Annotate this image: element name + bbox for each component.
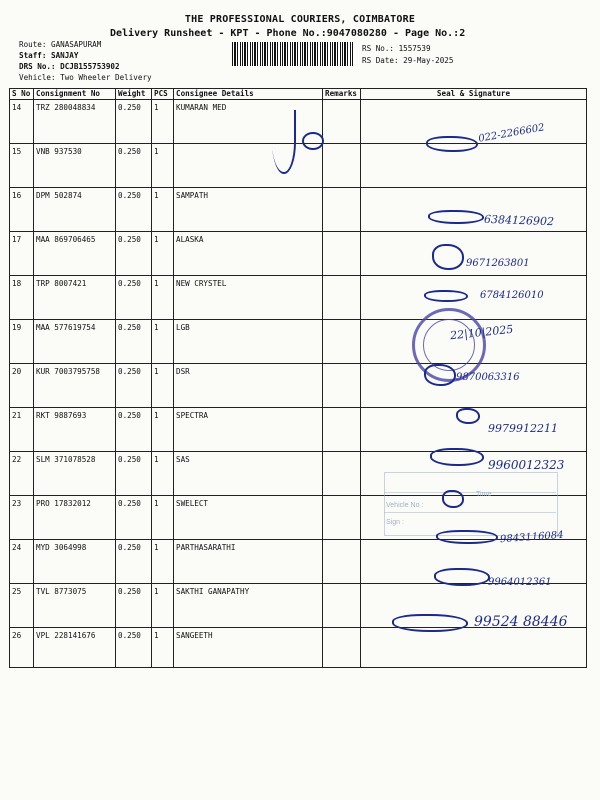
cell-consignee: SAMPATH bbox=[174, 188, 323, 232]
cell-sno: 21 bbox=[10, 408, 34, 452]
signature-17: 9671263801 bbox=[466, 258, 530, 269]
cell-pcs: 1 bbox=[152, 540, 174, 584]
cell-consignment: TRZ 280048834 bbox=[34, 100, 116, 144]
signature-19: 22|10|2025 bbox=[449, 322, 514, 343]
table-row bbox=[10, 144, 587, 188]
cell-weight: 0.250 bbox=[116, 408, 152, 452]
cell-remarks bbox=[323, 144, 361, 188]
cell-signature bbox=[361, 144, 587, 188]
cell-sno: 24 bbox=[10, 540, 34, 584]
handwritten-mark bbox=[302, 132, 324, 150]
stamp-sign-label: Sign : bbox=[386, 519, 404, 526]
cell-consignee: SAS bbox=[174, 452, 323, 496]
cell-pcs: 1 bbox=[152, 628, 174, 668]
cell-consignee bbox=[174, 144, 323, 188]
cell-sno: 15 bbox=[10, 144, 34, 188]
route-label: Route: GANASAPURAM bbox=[19, 40, 102, 49]
cell-sno: 17 bbox=[10, 232, 34, 276]
cell-weight: 0.250 bbox=[116, 452, 152, 496]
cell-weight: 0.250 bbox=[116, 364, 152, 408]
cell-consignee: SPECTRA bbox=[174, 408, 323, 452]
signature-scrawl bbox=[424, 290, 468, 302]
cell-pcs: 1 bbox=[152, 144, 174, 188]
cell-remarks bbox=[323, 452, 361, 496]
col-weight: Weight bbox=[116, 89, 152, 100]
cell-consignee: SANGEETH bbox=[174, 628, 323, 668]
staff-label: Staff: SANJAY bbox=[19, 51, 79, 60]
cell-weight: 0.250 bbox=[116, 584, 152, 628]
cell-consignment: MAA 869706465 bbox=[34, 232, 116, 276]
signature-scrawl bbox=[430, 448, 484, 466]
cell-signature bbox=[361, 100, 587, 144]
col-pcs: PCS bbox=[152, 89, 174, 100]
col-consignment: Consignment No bbox=[34, 89, 116, 100]
signature-22: 9960012323 bbox=[488, 458, 565, 472]
cell-consignee: SWELECT bbox=[174, 496, 323, 540]
stamp-form-line bbox=[384, 492, 556, 493]
signature-26: 99524 88446 bbox=[474, 614, 568, 630]
cell-consignee: DSR bbox=[174, 364, 323, 408]
cell-consignment: VPL 228141676 bbox=[34, 628, 116, 668]
col-signature: Seal & Signature bbox=[361, 89, 587, 100]
signature-scrawl bbox=[436, 530, 498, 544]
cell-pcs: 1 bbox=[152, 100, 174, 144]
cell-consignment: PRO 17832012 bbox=[34, 496, 116, 540]
stamp-time-label: Time bbox=[476, 491, 492, 498]
cell-consignment: RKT 9887693 bbox=[34, 408, 116, 452]
rs-number: RS No.: 1557539 bbox=[362, 44, 431, 53]
cell-remarks bbox=[323, 408, 361, 452]
cell-remarks bbox=[323, 276, 361, 320]
table-row bbox=[10, 364, 587, 408]
signature-21: 9979912211 bbox=[488, 422, 558, 435]
signature-25: 9964012361 bbox=[488, 577, 552, 588]
signature-scrawl bbox=[442, 490, 464, 508]
cell-consignee: SAKTHI GANAPATHY bbox=[174, 584, 323, 628]
cell-weight: 0.250 bbox=[116, 100, 152, 144]
signature-scrawl bbox=[426, 136, 478, 152]
cell-weight: 0.250 bbox=[116, 276, 152, 320]
cell-pcs: 1 bbox=[152, 496, 174, 540]
rs-date: RS Date: 29-May-2025 bbox=[362, 56, 454, 65]
cell-consignment: MAA 577619754 bbox=[34, 320, 116, 364]
cell-pcs: 1 bbox=[152, 408, 174, 452]
cell-weight: 0.250 bbox=[116, 232, 152, 276]
cell-remarks bbox=[323, 540, 361, 584]
cell-consignee: NEW CRYSTEL bbox=[174, 276, 323, 320]
signature-24: 9843116084 bbox=[499, 529, 564, 546]
cell-remarks bbox=[323, 496, 361, 540]
cell-consignment: DPM 502874 bbox=[34, 188, 116, 232]
signature-scrawl bbox=[456, 408, 480, 424]
cell-sno: 18 bbox=[10, 276, 34, 320]
cell-sno: 16 bbox=[10, 188, 34, 232]
cell-remarks bbox=[323, 232, 361, 276]
cell-consignment: SLM 371078528 bbox=[34, 452, 116, 496]
cell-remarks bbox=[323, 188, 361, 232]
cell-remarks bbox=[323, 100, 361, 144]
cell-pcs: 1 bbox=[152, 584, 174, 628]
stamp-form-line bbox=[384, 512, 556, 513]
cell-pcs: 1 bbox=[152, 452, 174, 496]
cell-consignee: LGB bbox=[174, 320, 323, 364]
cell-sno: 14 bbox=[10, 100, 34, 144]
signature-14: 022-2266602 bbox=[477, 122, 546, 145]
col-remarks: Remarks bbox=[323, 89, 361, 100]
cell-signature bbox=[361, 276, 587, 320]
table-header bbox=[10, 89, 587, 100]
cell-pcs: 1 bbox=[152, 276, 174, 320]
cell-pcs: 1 bbox=[152, 232, 174, 276]
cell-pcs: 1 bbox=[152, 320, 174, 364]
cell-weight: 0.250 bbox=[116, 320, 152, 364]
cell-consignment: VNB 937530 bbox=[34, 144, 116, 188]
cell-weight: 0.250 bbox=[116, 144, 152, 188]
company-title: THE PROFESSIONAL COURIERS, COIMBATORE bbox=[184, 14, 416, 25]
col-sno: S No bbox=[10, 89, 34, 100]
cell-sno: 26 bbox=[10, 628, 34, 668]
table-row bbox=[10, 628, 587, 668]
signature-scrawl bbox=[392, 614, 468, 632]
cell-remarks bbox=[323, 628, 361, 668]
col-consignee: Consignee Details bbox=[174, 89, 323, 100]
cell-remarks bbox=[323, 364, 361, 408]
cell-consignee: KUMARAN MED bbox=[174, 100, 323, 144]
signature-scrawl bbox=[424, 364, 456, 386]
cell-weight: 0.250 bbox=[116, 540, 152, 584]
cell-remarks bbox=[323, 584, 361, 628]
cell-consignment: TVL 8773075 bbox=[34, 584, 116, 628]
cell-consignment: KUR 7003795758 bbox=[34, 364, 116, 408]
cell-weight: 0.250 bbox=[116, 496, 152, 540]
signature-scrawl bbox=[428, 210, 484, 224]
cell-weight: 0.250 bbox=[116, 628, 152, 668]
runsheet-subtitle: Delivery Runsheet - KPT - Phone No.:9047080280 - Page No.:2 bbox=[110, 28, 466, 39]
cell-sno: 19 bbox=[10, 320, 34, 364]
drs-number: DRS No.: DCJB155753902 bbox=[19, 62, 120, 71]
signature-scrawl bbox=[432, 244, 464, 270]
signature-20: 9870063316 bbox=[456, 372, 520, 383]
signature-scrawl bbox=[434, 568, 490, 586]
cell-consignee: ALASKA bbox=[174, 232, 323, 276]
cell-signature bbox=[361, 628, 587, 668]
signature-16: 6384126902 bbox=[483, 212, 555, 229]
vehicle-label: Vehicle: Two Wheeler Delivery bbox=[19, 73, 152, 82]
signature-18: 6784126010 bbox=[480, 290, 544, 301]
cell-weight: 0.250 bbox=[116, 188, 152, 232]
cell-sno: 22 bbox=[10, 452, 34, 496]
cell-sno: 23 bbox=[10, 496, 34, 540]
cell-remarks bbox=[323, 320, 361, 364]
cell-pcs: 1 bbox=[152, 188, 174, 232]
cell-consignment: TRP 8007421 bbox=[34, 276, 116, 320]
barcode bbox=[232, 42, 354, 66]
cell-sno: 20 bbox=[10, 364, 34, 408]
cell-consignment: MYD 3064998 bbox=[34, 540, 116, 584]
handwritten-mark bbox=[272, 110, 296, 174]
cell-sno: 25 bbox=[10, 584, 34, 628]
stamp-vehicle-label: Vehicle No : bbox=[386, 502, 424, 509]
cell-pcs: 1 bbox=[152, 364, 174, 408]
cell-consignee: PARTHASARATHI bbox=[174, 540, 323, 584]
